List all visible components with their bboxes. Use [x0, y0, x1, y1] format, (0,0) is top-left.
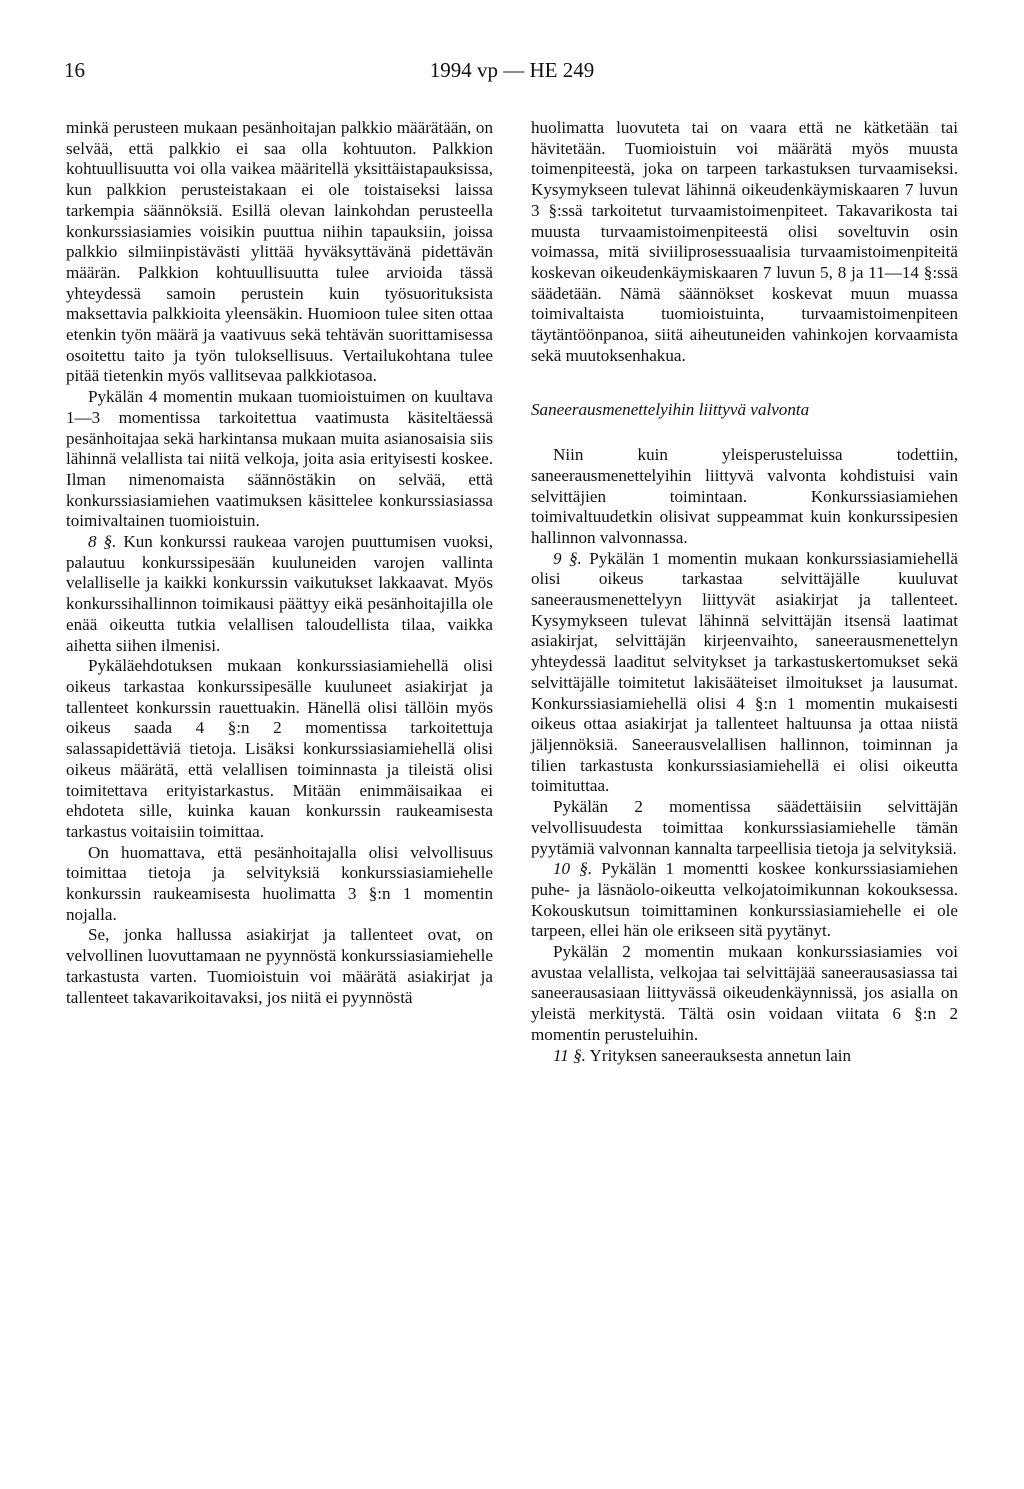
paragraph: minkä perusteen mukaan pesänhoitajan palkkio määrätään, on selvää, että palkkio ei saa olla kohtuuton. Palkkion kohtuullisuutta voi olla vaikea määritellä yksittäistapauksissa, kun palkkion perusteistakaan ei ole toistaiseksi laissa tarkempia säännöksiä. Esillä olevan lainkohdan perusteella konkurssiasiamies voisikin puuttua niihin tapauksiin, joissa palkkio silmiinpistävästi ylittää hyväksyttävänä pidettävän määrän. Palkkion kohtuullisuutta tulee arvioida tässä yhteydessä samoin perustein kuin työsuorituksista maksettavia palkkioita yleensäkin. Huomioon tulee siten ottaa etenkin työn määrä ja vaativuus sekä tehtävän suorittamisessa osoitettu taito ja työn tuloksellisuus. Vertailukohtana tulee pitää tietenkin myös vallitsevaa palkkiotasoa. — [66, 118, 493, 386]
section-marker: 9 §. — [553, 548, 582, 568]
running-title: 1994 vp — HE 249 — [429, 58, 595, 82]
section-marker: 8 §. — [88, 532, 117, 552]
section-marker: 10 §. — [553, 859, 593, 879]
paragraph-text: Pykälän 1 momentin mukaan konkurssiasiamiehellä olisi oikeus tarkastaa selvittäjälle kuuluvat saneerausmenettelyyn liittyvät asiakirjat ja tallenteet. Kysymykseen tulevat lähinnä selvittäjän itsensä laatimat asiakirjat, selvittäjän kirjeenvaihto, saneerausmenettelyn yhteydessä laaditut selvitykset ja tarkastuskertomukset sekä selvittäjälle toimitetut lakisääteiset ilmoitukset ja lausumat. Konkurssiasiamiehellä olisi 4 §:n 1 momentin mukaisesti oikeus ottaa asiakirjat ja tallenteet haltuunsa ja ottaa niistä jäljennöksiä. Saneerausvelallisen hallinnon, toiminnan ja tilien tarkastusta konkurssiasiamiehellä ei olisi oikeutta toimituttaa. — [531, 548, 958, 796]
section-marker: 11 §. — [553, 1045, 586, 1065]
paragraph-text: Kun konkurssi raukeaa varojen puuttumisen vuoksi, palautuu konkurssipesään kuuluneiden varojen vallinta velalliselle ja kaikki konkurssin vaikutukset lakkaavat. Myös konkurssihallinnon toimikausi päättyy eikä pesänhoitajilla ole enää oikeutta tutkia velallisen taloudellista tilaa, vaikka aihetta siihen ilmenisi. — [66, 532, 493, 655]
paragraph: On huomattava, että pesänhoitajalla olisi velvollisuus toimittaa tietoja ja selvityksiä konkurssiasiamiehelle konkurssin raukeamisesta huolimatta 3 §:n 1 momentin nojalla. — [66, 842, 493, 924]
paragraph — [531, 859, 958, 942]
paragraph: Pykälän 2 momentin mukaan konkurssiasiamies voi avustaa velallista, velkojaa tai selvittäjää saneerausasiassa tai saneerausasiaan liittyvässä oikeudenkäynnissä, jos asialla on yleistä merkitystä. Tältä osin voidaan viitata 6 §:n 2 momentin perusteluihin. — [531, 942, 958, 1044]
paragraph — [531, 549, 958, 797]
section-heading: Saneerausmenettelyihin liittyvä valvonta — [531, 400, 810, 420]
paragraph — [531, 1046, 958, 1067]
paragraph: Pykälän 2 momentissa säädettäisiin selvittäjän velvollisuudesta toimittaa konkurssiasiamiehelle tämän pyytämiä valvonnan kannalta tarpeellisia tietoja ja selvityksiä. — [531, 797, 958, 858]
left-column — [66, 118, 493, 1008]
paragraph — [66, 532, 493, 656]
right-column — [531, 118, 958, 1066]
paragraph-text: Pykälän 1 momentti koskee konkurssiasiamiehen puhe- ja läsnäolo-oikeutta velkojatoimikunnan kokouksessa. Kokouskutsun toimittaminen konkurssiasiamiehelle ei ole tarpeen, ellei hän ole erikseen sitä pyytänyt. — [531, 859, 959, 941]
paragraph: huolimatta luovuteta tai on vaara että ne kätketään tai hävitetään. Tuomioistuin voi määrätä myös muusta toimenpiteestä, joka on tarpeen tarkastuksen turvaamiseksi. Kysymykseen tulevat lähinnä oikeudenkäymiskaaren 7 luvun 3 §:ssä tarkoitetut turvaamistoimenpiteet. Takavarikosta tai muusta turvaamistoimenpiteestä olisi soveltuvin osin voimassa, mitä siviiliprosessuaalisia turvaamistoimenpiteitä koskevan oikeudenkäymiskaaren 7 luvun 5, 8 ja 11—14 §:ssä säädetään. Nämä säännökset koskevat muun muassa toimivaltaista tuomioistuinta, turvaamistoimenpiteen täytäntöönpanoa, siitä aiheutuneiden vahinkojen korvaamista sekä muutoksenhakua. — [531, 118, 958, 365]
paragraph: Se, jonka hallussa asiakirjat ja tallenteet ovat, on velvollinen luovuttamaan ne pyynnöstä konkurssiasiamiehelle tarkastusta varten. Tuomioistuin voi määrätä asiakirjat ja tallenteet takavarikoitavaksi, jos niitä ei pyynnöstä — [66, 925, 493, 1007]
paragraph-text: Yrityksen saneerauksesta annetun lain — [585, 1045, 852, 1065]
page-header — [0, 58, 1024, 90]
page-number: 16 — [64, 58, 85, 82]
paragraph: Pykälän 4 momentin mukaan tuomioistuimen on kuultava 1—3 momentissa tarkoitettua vaatimusta käsiteltäessä pesänhoitajaa sekä harkintansa mukaan muita asianosaisia siis lähinnä velallista tai niitä velkoja, joita asia erityisesti koskee. Ilman nimenomaista säännöstäkin on selvää, että konkurssiasiamiehen vaatimuksen käsittelee konkurssiasiassa toimivaltainen tuomioistuin. — [66, 387, 493, 531]
paragraph: Niin kuin yleisperusteluissa todettiin, saneerausmenettelyihin liittyvä valvonta kohdistuisi vain selvittäjien toimintaan. Konkurssiasiamiehen toimivaltuudetkin olisivat suppeammat kuin konkurssipesien hallinnon valvonnassa. — [531, 445, 958, 547]
paragraph: Pykäläehdotuksen mukaan konkurssiasiamiehellä olisi oikeus tarkastaa konkurssipesälle kuuluneet asiakirjat ja tallenteet konkurssin rauettuakin. Hänellä olisi tällöin myös oikeus saada 4 §:n 2 momentissa tarkoitettuja salassapidettäviä tietoja. Lisäksi konkurssiasiamiehellä olisi oikeus määrätä, että velallisen toiminnasta ja tileistä olisi toimitettava erityistarkastus. Mitään enimmäisaikaa ei ehdoteta sille, kuinka kauan konkurssin raukeamisesta tarkastus voitaisiin toimittaa. — [66, 656, 493, 841]
